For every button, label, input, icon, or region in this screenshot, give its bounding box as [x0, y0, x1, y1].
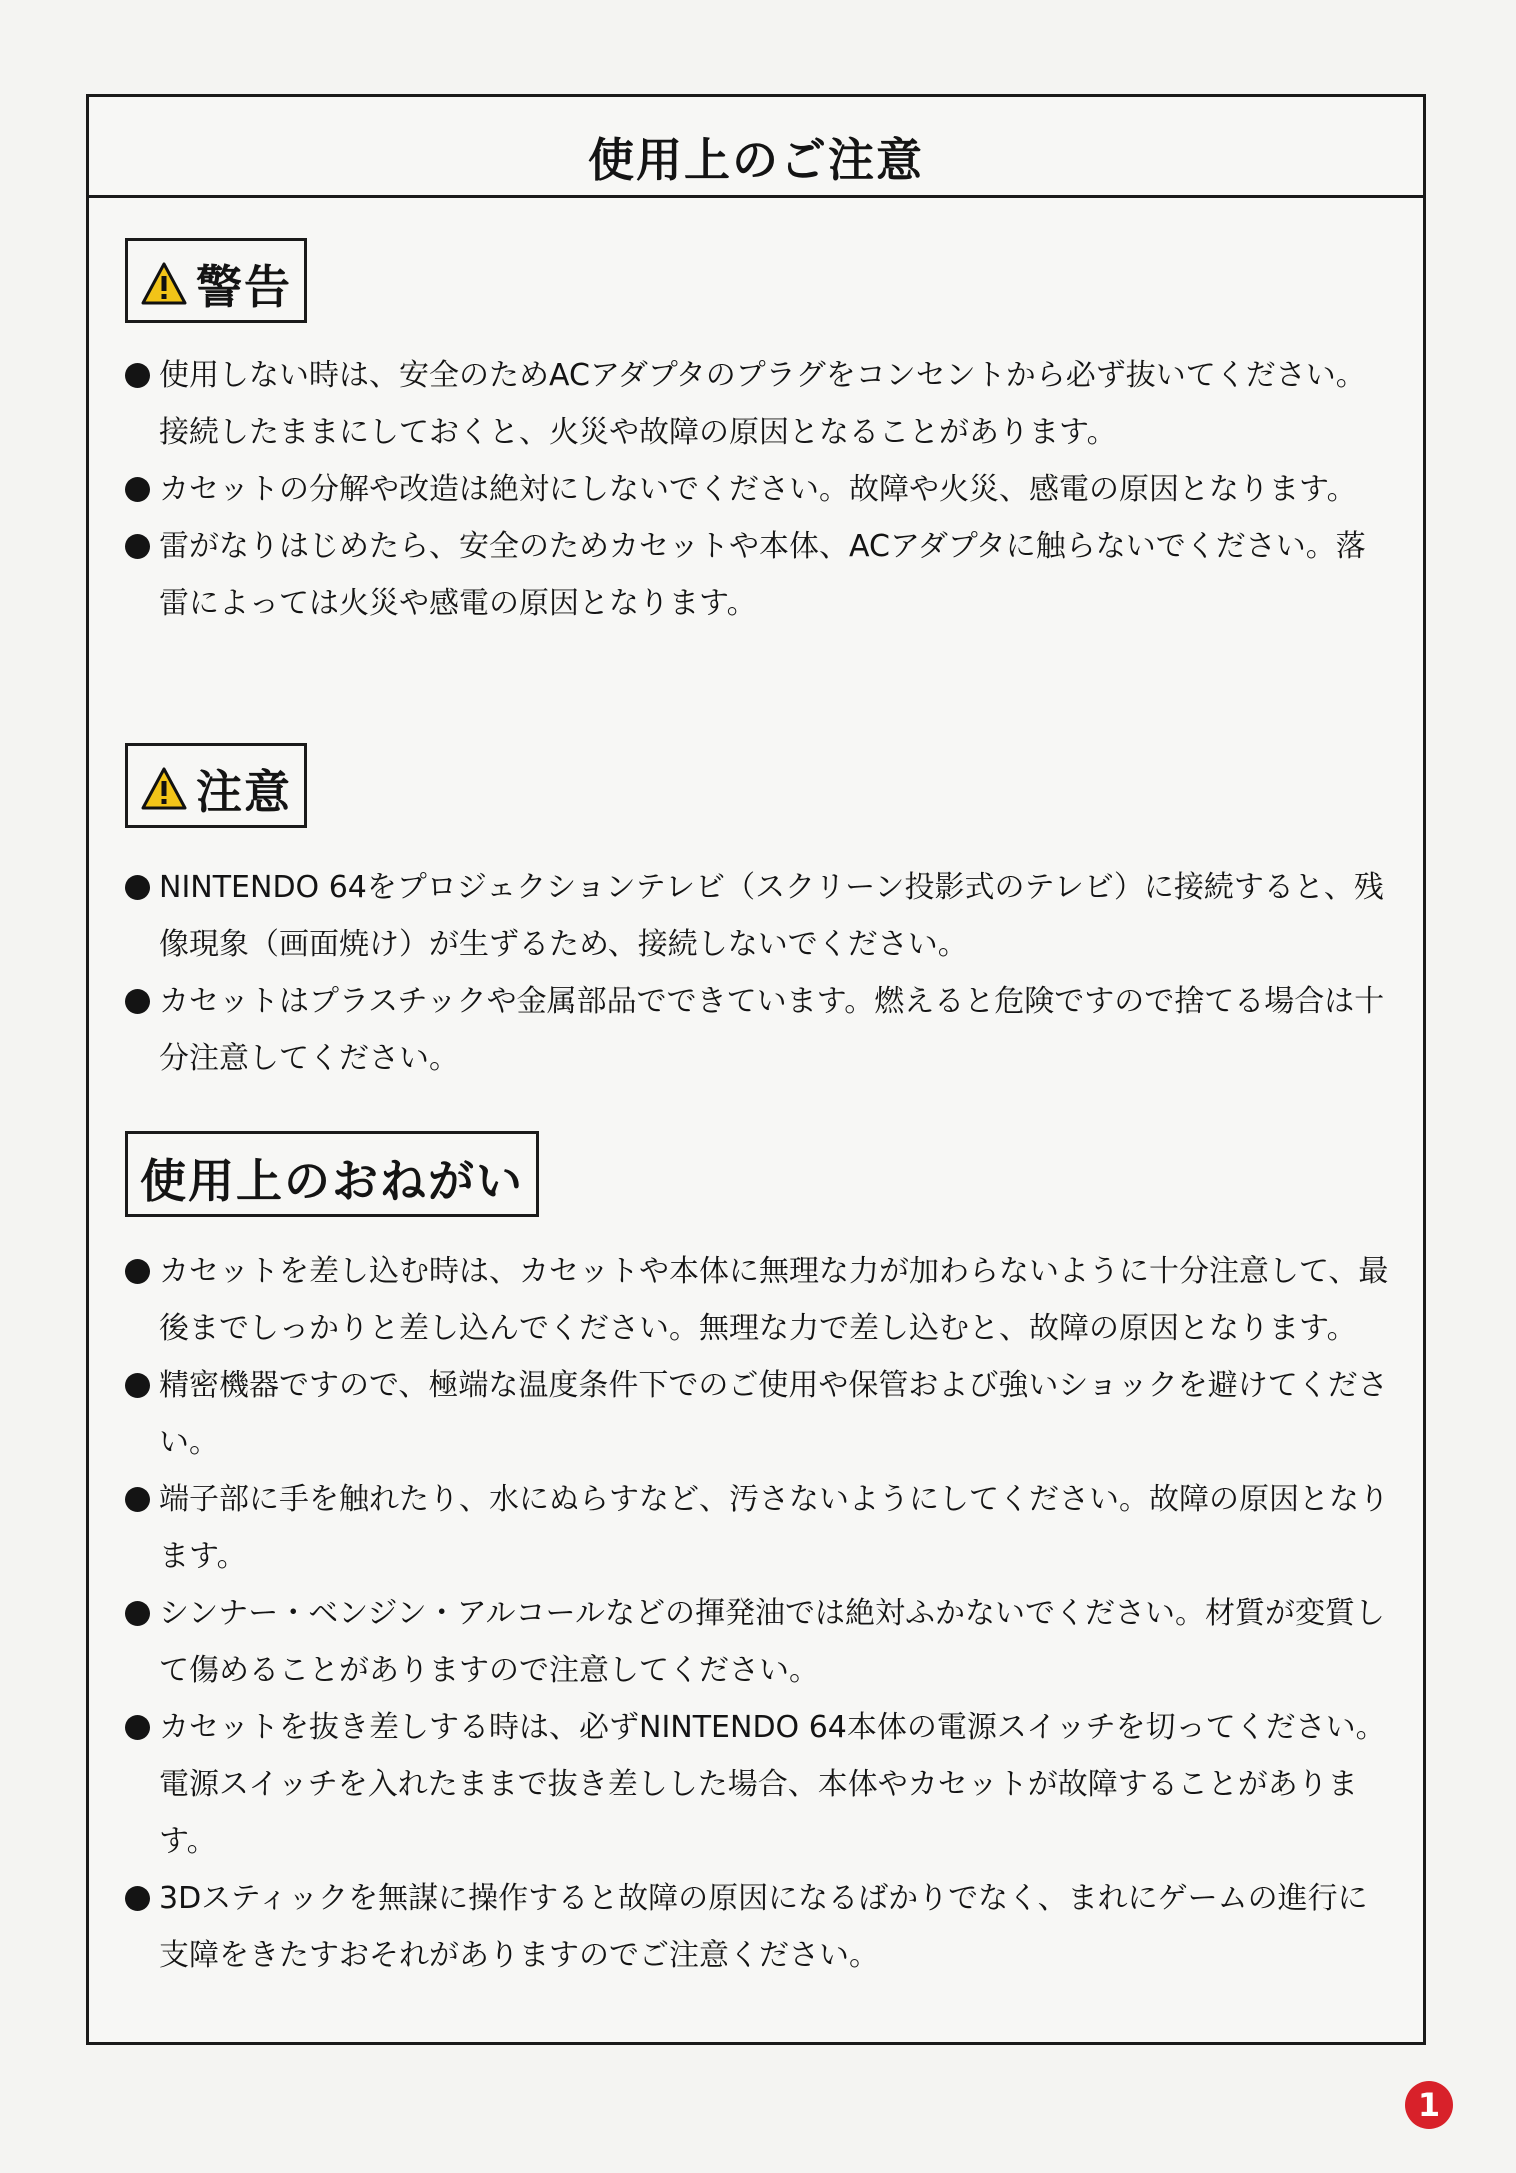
- list-item: 3Dスティックを無謀に操作すると故障の原因になるばかりでなく、まれにゲームの進行に支障をきたすおそれがありますのでご注意ください。: [125, 1870, 1391, 1984]
- bullet-icon: [125, 989, 150, 1014]
- list-item: カセットはプラスチックや金属部品でできています。燃えると危険ですので捨てる場合は十分注意してください。: [125, 973, 1391, 1087]
- bullet-icon: [125, 1373, 150, 1398]
- request-label: [125, 1131, 539, 1217]
- page-title: 使用上のご注意: [588, 133, 924, 187]
- bullet-icon: [125, 534, 150, 559]
- bullet-icon: [125, 1715, 150, 1740]
- list-item: カセットを抜き差しする時は、必ずNINTENDO 64本体の電源スイッチを切ってください。電源スイッチを入れたままで抜き差しした場合、本体やカセットが故障することがあります。: [125, 1699, 1391, 1870]
- warning-triangle-icon: [140, 765, 188, 813]
- bullet-icon: [125, 1601, 150, 1626]
- list-item: 端子部に手を触れたり、水にぬらすなど、汚さないようにしてください。故障の原因となります。: [125, 1471, 1391, 1585]
- request-list: [125, 1243, 1391, 1984]
- list-item: 使用しない時は、安全のためACアダプタのプラグをコンセントから必ず抜いてください。接続したままにしておくと、火災や故障の原因となることがあります。: [125, 347, 1391, 461]
- caution-list: [125, 859, 1391, 1087]
- list-item: カセットの分解や改造は絶対にしないでください。故障や火災、感電の原因となります。: [125, 461, 1391, 518]
- warning-triangle-icon: [140, 260, 188, 308]
- list-item: カセットを差し込む時は、カセットや本体に無理な力が加わらないように十分注意して、最後までしっかりと差し込んでください。無理な力で差し込むと、故障の原因となります。: [125, 1243, 1391, 1357]
- list-item: 精密機器ですので、極端な温度条件下でのご使用や保管および強いショックを避けてください。: [125, 1357, 1391, 1471]
- notice-frame: [86, 94, 1426, 2045]
- bullet-icon: [125, 477, 150, 502]
- list-item: NINTENDO 64をプロジェクションテレビ（スクリーン投影式のテレビ）に接続すると、残像現象（画面焼け）が生ずるため、接続しないでください。: [125, 859, 1391, 973]
- title-bar: [89, 97, 1423, 198]
- warning-label-text: 警告: [196, 260, 292, 314]
- page-number-badge: 1: [1405, 2081, 1453, 2129]
- warning-list: [125, 347, 1391, 632]
- bullet-icon: [125, 875, 150, 900]
- request-label-text: 使用上のおねがい: [140, 1154, 524, 1208]
- bullet-icon: [125, 1886, 150, 1911]
- list-item: シンナー・ベンジン・アルコールなどの揮発油では絶対ふかないでください。材質が変質して傷めることがありますので注意してください。: [125, 1585, 1391, 1699]
- bullet-icon: [125, 1487, 150, 1512]
- caution-label-text: 注意: [196, 765, 292, 819]
- bullet-icon: [125, 363, 150, 388]
- caution-label: [125, 743, 307, 828]
- bullet-icon: [125, 1259, 150, 1284]
- list-item: 雷がなりはじめたら、安全のためカセットや本体、ACアダプタに触らないでください。落雷によっては火災や感電の原因となります。: [125, 518, 1391, 632]
- warning-label: [125, 238, 307, 323]
